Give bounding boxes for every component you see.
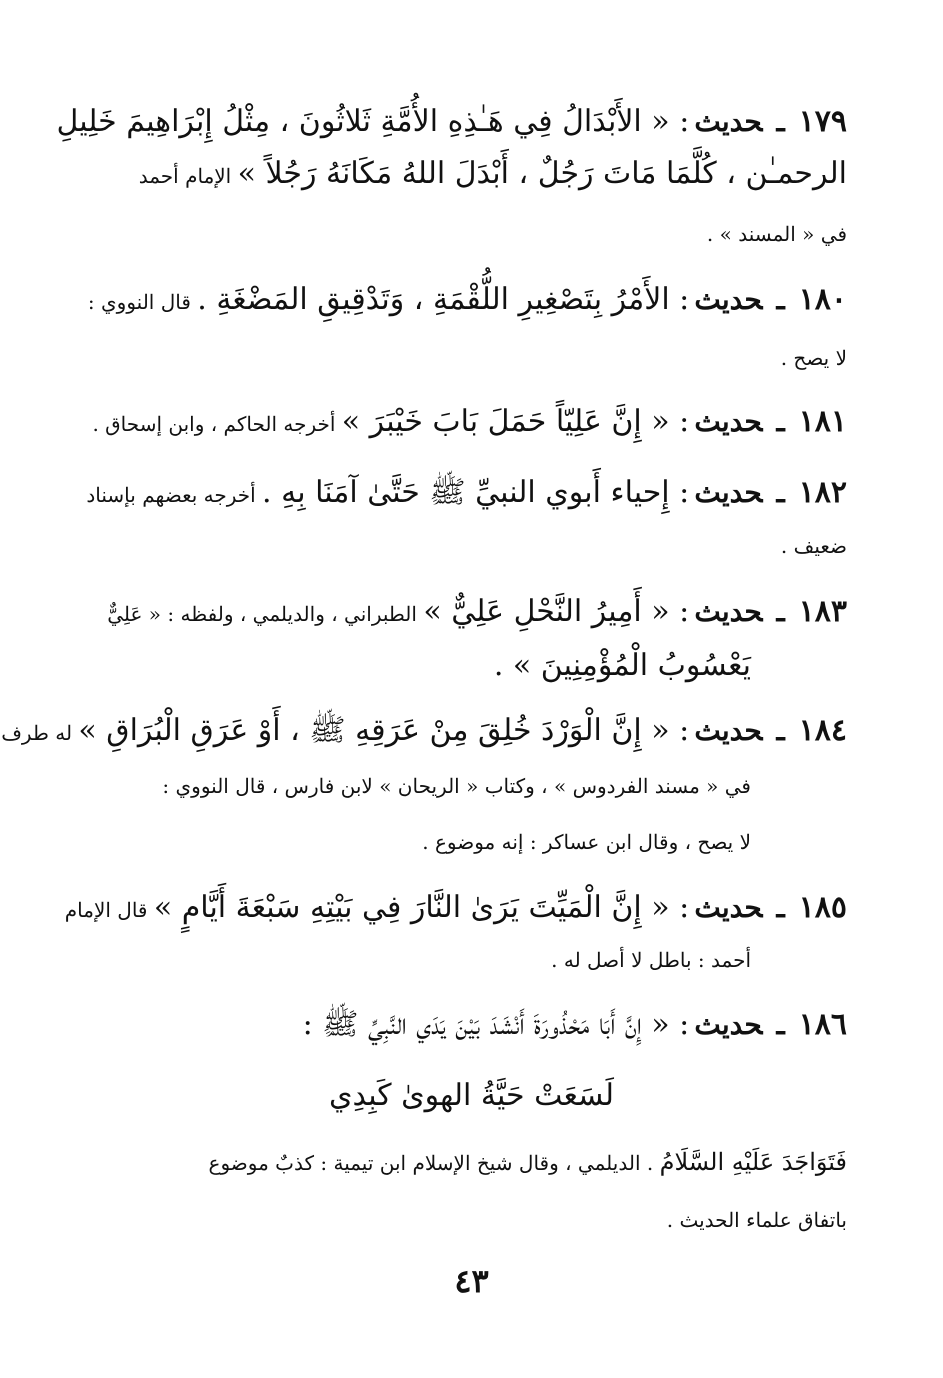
- commentary-text: ضعيف .: [780, 534, 847, 558]
- hadith-text: : « إِنَّ الْمَيِّتَ يَرَىٰ النَّارَ فِي بَيْتِهِ سَبْعَةَ أَيَّامٍ »: [153, 890, 690, 925]
- hadith-keyword: حديث: [694, 891, 763, 924]
- hadith-keyword: حديث: [694, 714, 763, 747]
- entry-line: [781, 534, 847, 558]
- hadith-keyword: حديث: [694, 476, 763, 509]
- commentary-text: باتفاق علماء الحديث .: [666, 1208, 847, 1232]
- hadith-text: : « أَمِيرُ النَّحْلِ عَلِيٌّ »: [423, 594, 690, 629]
- entry-line: [422, 830, 847, 854]
- entry-number: ١٧٩: [798, 104, 847, 139]
- poetry-verse: لَسَعَتْ حَيَّةُ الهوىٰ كَبِدِي: [329, 1078, 614, 1113]
- entry-line: [667, 1208, 847, 1232]
- entry-number: ١٨٣: [798, 594, 847, 629]
- hadith-text: يَعْسُوبُ الْمُؤْمِنِينَ » .: [493, 648, 751, 683]
- hadith-keyword: حديث: [694, 595, 763, 628]
- commentary-text: في « مسند الفردوس » ، وكتاب « الريحان » لابن فارس ، قال النووي :: [162, 774, 751, 798]
- entry-line: [209, 1148, 847, 1176]
- entry-line: [1, 712, 847, 755]
- entry-number: ١٨٥: [798, 890, 847, 925]
- entry-line: [86, 474, 847, 517]
- hadith-text: الرحمـٰن ، كُلَّمَا مَاتَ رَجُلٌ ، أَبْدَلَ اللهُ مَكَانَهُ رَجُلاً »: [237, 156, 847, 191]
- hadith-text: : إِحياء أَبوي النبيِّ ﷺ حَتَّىٰ آمَنَا بِهِ .: [262, 475, 690, 510]
- commentary-text: قال الإمام: [64, 898, 154, 922]
- entry-line: [92, 404, 847, 439]
- commentary-text: أخرجه بعضهم بإسناد: [86, 483, 263, 507]
- entry-line: [781, 346, 847, 370]
- hadith-text: : « إِنَّ الْوَرْدَ خُلِقَ مِنْ عَرَقِهِ ﷺ ، أَوْ عَرَقِ الْبُرَاقِ »: [78, 713, 690, 748]
- entry-line: [65, 890, 847, 925]
- commentary-text: لا يصح .: [780, 346, 847, 370]
- commentary-text: أحمد : باطل لا أصل له .: [551, 948, 751, 972]
- entry-line: [139, 156, 847, 191]
- entry-number: ١٨٠: [798, 282, 847, 317]
- entry-dash: ـ: [776, 105, 785, 138]
- hadith-text: فَتَوَاجَدَ عَلَيْهِ السَّلَامُ: [659, 1148, 847, 1176]
- commentary-text: أخرجه الحاكم ، وابن إسحاق .: [92, 412, 342, 436]
- entry-number: ١٨٤: [798, 713, 847, 748]
- entry-dash: ـ: [776, 283, 785, 316]
- entry-number: ١٨٦: [798, 1007, 847, 1042]
- hadith-text: : « إِنَّ أَبَا مَحْذُورَةَ أَنْشَدَ بَيْنَ يَدَي النَّبِيِّ ﷺ :: [302, 1007, 690, 1042]
- commentary-text: قال النووي :: [87, 290, 198, 314]
- entry-number: ١٨١: [798, 404, 847, 439]
- page-number: ٤٣: [454, 1262, 489, 1300]
- entry-line: [107, 594, 847, 629]
- entry-line: [303, 1006, 847, 1049]
- entry-line: [56, 104, 847, 139]
- entry-dash: ـ: [776, 714, 785, 747]
- entry-dash: ـ: [776, 595, 785, 628]
- commentary-text: في « المسند » .: [706, 222, 847, 246]
- entry-line: [551, 948, 847, 972]
- entry-line: [162, 774, 847, 798]
- hadith-keyword: حديث: [694, 405, 763, 438]
- commentary-text: له طرف: [1, 721, 79, 745]
- hadith-keyword: حديث: [694, 1008, 763, 1041]
- hadith-text: : « الأَبْدَالُ فِي هَـٰذِهِ الأُمَّةِ ثَلاثُونَ ، مِثْلُ إِبْرَاهِيمَ خَلِيلِ: [56, 104, 690, 139]
- entry-dash: ـ: [776, 891, 785, 924]
- commentary-text: . الديلمي ، وقال شيخ الإسلام ابن تيمية : كذبٌ موضوع: [208, 1151, 660, 1175]
- hadith-text: : الأَمْرُ بِتَصْغِيرِ اللُّقْمَةِ ، وَتَدْقِيقِ المَضْغَةِ .: [197, 282, 690, 317]
- entry-dash: ـ: [776, 405, 785, 438]
- entry-number: ١٨٢: [798, 475, 847, 510]
- hadith-text: : « إِنَّ عَلِيّاً حَمَلَ بَابَ خَيْبَرَ »: [341, 404, 690, 439]
- commentary-text: الطبراني ، والديلمي ، ولفظه : « عَلِيٌّ: [107, 602, 424, 626]
- entry-dash: ـ: [776, 1008, 785, 1041]
- hadith-keyword: حديث: [694, 283, 763, 316]
- commentary-text: الإمام أحمد: [138, 164, 238, 188]
- entry-line: [707, 222, 847, 246]
- entry-line: [494, 648, 847, 683]
- commentary-text: لا يصح ، وقال ابن عساكر : إنه موضوع .: [422, 830, 751, 854]
- entry-dash: ـ: [776, 476, 785, 509]
- hadith-keyword: حديث: [694, 105, 763, 138]
- entry-line: [88, 282, 847, 317]
